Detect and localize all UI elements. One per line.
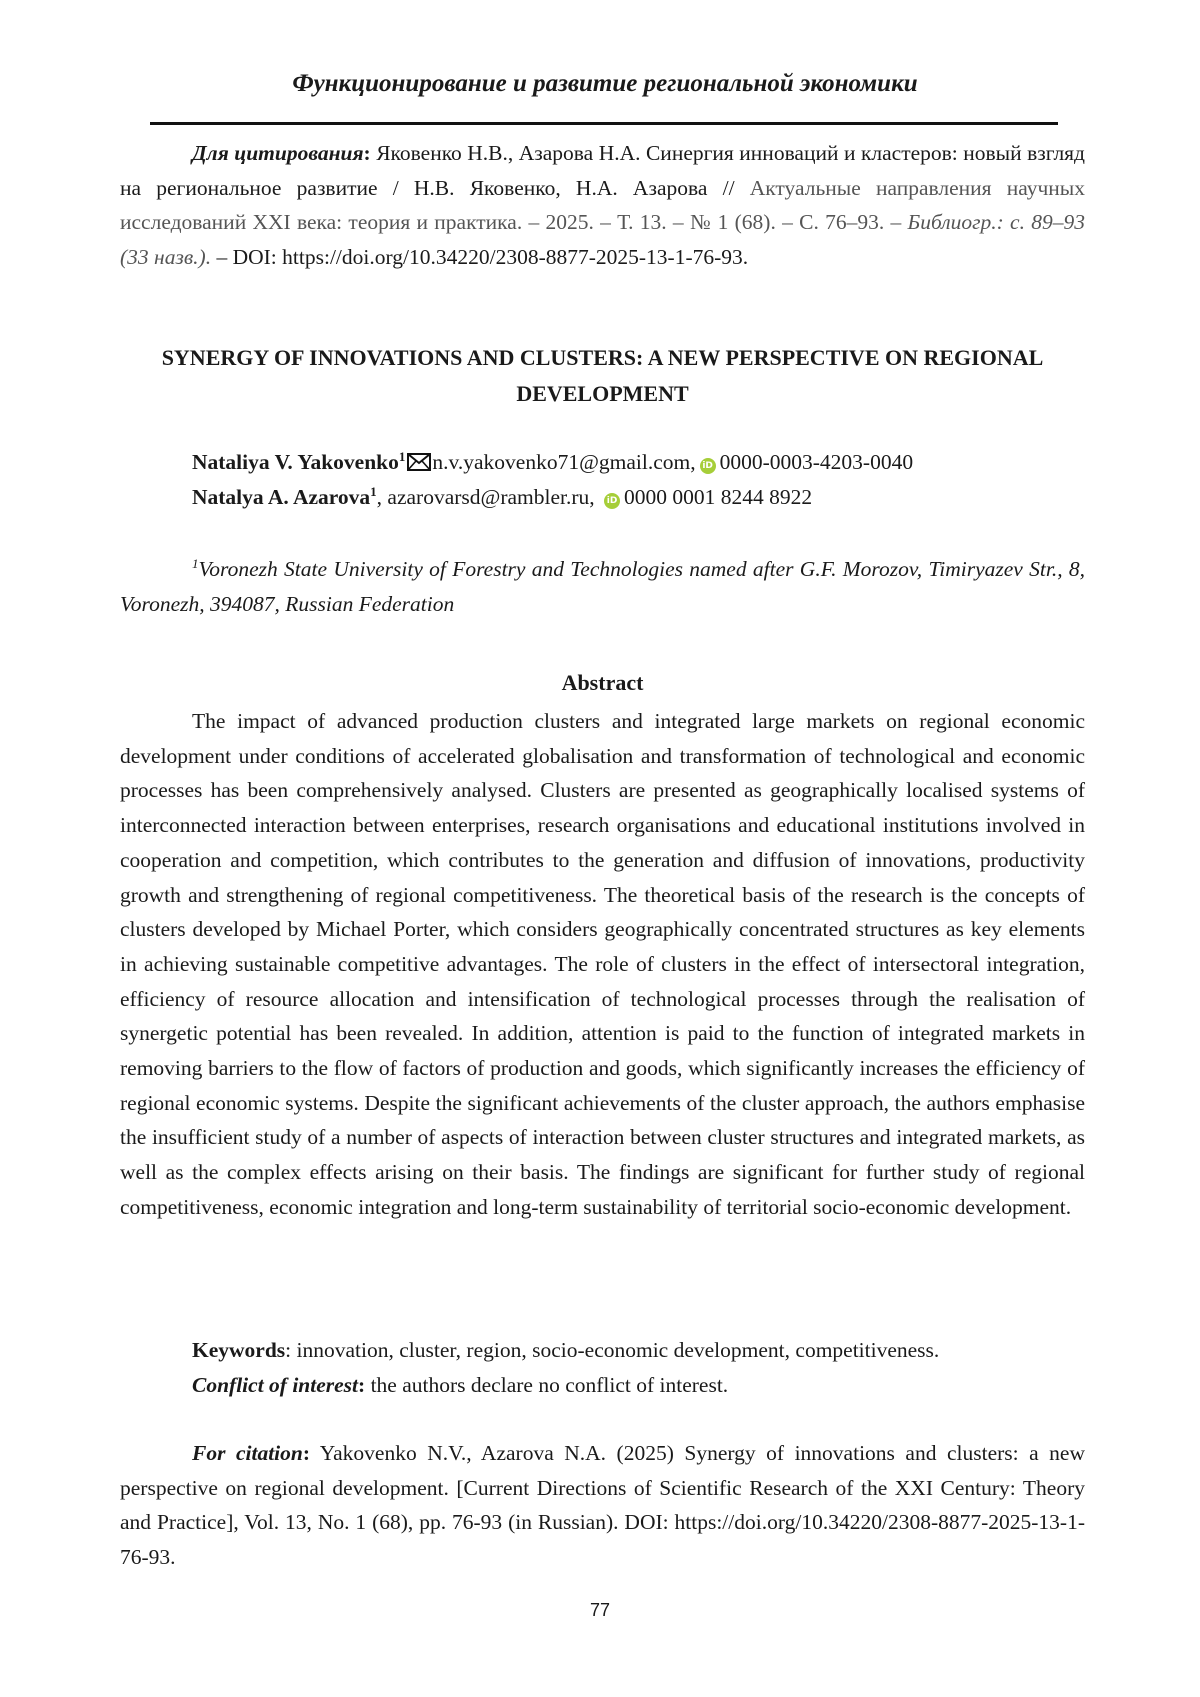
citation-ru-label: Для цитирования [192,141,364,165]
author-name: Nataliya V. Yakovenko [192,450,399,474]
conflict-text: the authors declare no conflict of interest. [365,1373,728,1397]
keywords [120,1333,1085,1368]
author-email[interactable]: n.v.yakovenko71@gmail.com, [432,450,695,474]
author-name: Natalya A. Azarova [192,485,370,509]
citation-ru: Для цитирования: Яковенко Н.В., Азарова Н.А. Синергия инноваций и кластеров: новый взгляд на региональное развитие / Н.В. Яковенко, Н.А. Азарова // Актуальные направления научных исследований XXI века: теория и практика. – 2025. – Т. 13. – № 1 (68). – С. 76–93. – Библиогр.: с. 89–93 (33 назв.). – DOI: https://doi.org/10.34220/2308-8877-2025-13-1-76-93. [120,136,1085,275]
conflict-label: Conflict of interest [192,1373,358,1397]
citation-en-label: For citation [192,1441,303,1465]
document-page [0,0,1200,1697]
keywords-label: Keywords [192,1338,285,1362]
citation-ru-journal: Актуальные направления научных исследований XXI века: теория и практика. – 2025. – Т. 13. – № 1 (68). – С. 76–93. – [120,176,1085,235]
citation-ru-doi: – DOI: https://doi.org/10.34220/2308-8877-2025-13-1-76-93. [211,245,748,269]
keywords-text: : innovation, cluster, region, socio-economic development, competitiveness. [285,1338,939,1362]
affiliation-text: Voronezh State University of Forestry and Technologies named after G.F. Morozov, Timiryazev Str., 8, Voronezh, 394087, Russian Federation [120,557,1085,616]
affiliation: 1Voronezh State University of Forestry and Technologies named after G.F. Morozov, Timiryazev Str., 8, Voronezh, 394087, Russian Federation [120,552,1085,621]
abstract-text: The impact of advanced production clusters and integrated large markets on regional economic development under conditions of accelerated globalisation and transformation of technological and economic processes has been comprehensively analysed. Clusters are presented as geographically localised systems of interconnected interaction between enterprises, research organisations and educational institutions involved in cooperation and competition, which contributes to the generation and diffusion of innovations, productivity growth and strengthening of regional competitiveness. The theoretical basis of the research is the concepts of clusters developed by Michael Porter, which considers geographically concentrated structures as key elements in achieving sustainable competitive advantages. The role of clusters in the effect of intersectoral integration, efficiency of resource allocation and intensification of technological processes through the realisation of synergetic potential has been revealed. In addition, attention is paid to the function of integrated markets in removing barriers to the flow of factors of production and goods, which significantly increases the efficiency of regional economic systems. Despite the significant achievements of the cluster approach, the authors emphasise the insufficient study of a number of aspects of interaction between cluster structures and integrated markets, as well as the complex effects arising on their basis. The findings are significant for further study of regional competitiveness, economic integration and long-term sustainability of territorial socio-economic development. [120,704,1085,1225]
journal-section-header: Функционирование и развитие региональной экономики [150,70,1060,98]
author-email[interactable]: azarovarsd@rambler.ru, [387,485,594,509]
author-orcid: 0000-0003-4203-0040 [720,450,913,474]
header-divider [150,122,1058,125]
citation-ru-authors-title: Яковенко Н.В., Азарова Н.А. Синергия инноваций и кластеров: новый взгляд на региональное развитие / Н.В. Яковенко, Н.А. Азарова // [120,141,1085,200]
abstract-heading: Abstract [120,670,1085,696]
author-orcid: 0000 0001 8244 8922 [624,485,812,509]
citation-ru-biblio: Библиогр.: с. 89–93 (33 назв.). [120,210,1085,269]
page-number: 77 [0,1600,1200,1621]
orcid-icon[interactable]: iD [604,493,620,509]
author-1: Nataliya V. Yakovenko1 n.v.yakovenko71@gmail.com, iD 0000-0003-4203-0040 [192,450,913,477]
citation-en: For citation: Yakovenko N.V., Azarova N.A. (2025) Synergy of innovations and clusters: a new perspective on regional development. [Current Directions of Scientific Research of the XXI Century: Theory and Practice], Vol. 13, No. 1 (68), pp. 76-93 (in Russian). DOI: https://doi.org/10.34220/2308-8877-2025-13-1-76-93. [120,1436,1085,1575]
conflict-of-interest: Conflict of interest: the authors declare no conflict of interest. [120,1368,1085,1403]
orcid-icon[interactable]: iD [700,458,716,474]
citation-en-text: Yakovenko N.V., Azarova N.A. (2025) Synergy of innovations and clusters: a new perspective on regional development. [Current Directions of Scientific Research of the XXI Century: Theory and Practice], Vol. 13, No. 1 (68), pp. 76-93 (in Russian). DOI: https://doi.org/10.34220/2308-8877-2025-13-1-76-93. [120,1441,1085,1569]
envelope-icon [407,452,431,477]
author-2: Natalya A. Azarova1, azarovarsd@rambler.ru, iD 0000 0001 8244 8922 [192,485,812,510]
paper-title: SYNERGY OF INNOVATIONS AND CLUSTERS: A NEW PERSPECTIVE ON REGIONAL DEVELOPMENT [120,340,1085,412]
